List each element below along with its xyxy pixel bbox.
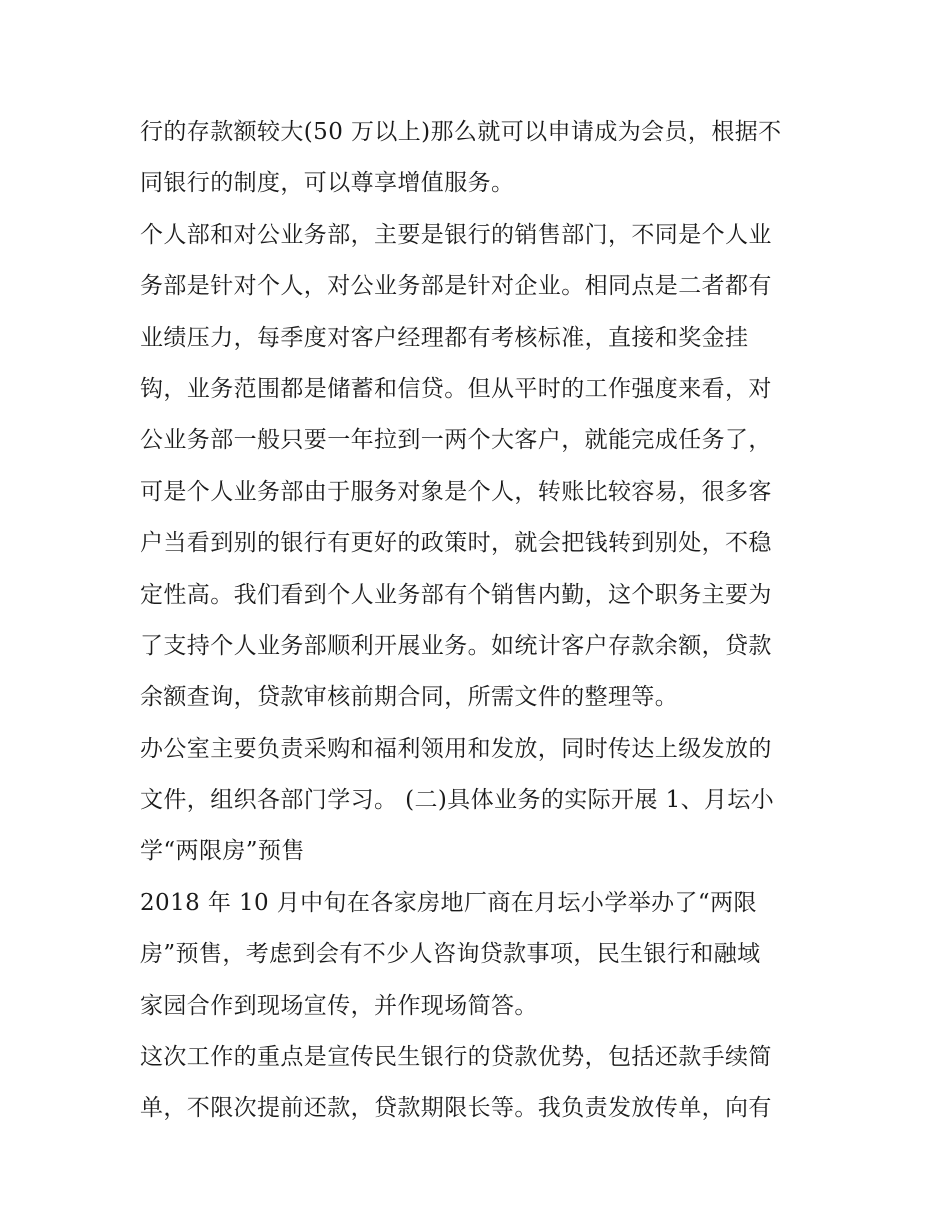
text-line-5: 业绩压力，每季度对客户经理都有考核标准，直接和奖金挂 [140, 324, 749, 351]
text-line-6: 钩，业务范围都是储蓄和信贷。但从平时的工作强度来看，对 [140, 375, 772, 402]
text-line-9: 户当看到别的银行有更好的政策时，就会把钱转到别处，不稳 [140, 530, 772, 557]
text-line-18: 家园合作到现场宣传，并作现场简答。 [140, 992, 538, 1019]
text-line-1: 行的存款额较大(50 万以上)那么就可以申请成为会员，根据不 [140, 119, 782, 145]
text-line-10: 定性高。我们看到个人业务部有个销售内勤，这个职务主要为 [140, 581, 772, 608]
text-line-14: 文件，组织各部门学习。 (二)具体业务的实际开展 1、月坛小 [140, 787, 775, 814]
document-body [140, 107, 816, 1135]
text-line-12: 余额查询，贷款审核前期合同，所需文件的整理等。 [140, 684, 679, 711]
text-line-15: 学“两限房”预售 [140, 838, 305, 865]
text-line-17: 房”预售，考虑到会有不少人咨询贷款事项，民生银行和融域 [140, 941, 761, 968]
text-line-2: 同银行的制度，可以尊享增值服务。 [140, 170, 515, 197]
text-line-3: 个人部和对公业务部，主要是银行的销售部门，不同是个人业 [140, 221, 772, 248]
text-line-20: 单，不限次提前还款，贷款期限长等。我负责发放传单，向有 [140, 1095, 772, 1122]
text-line-8: 可是个人业务部由于服务对象是个人，转账比较容易，很多客 [140, 478, 772, 505]
text-line-16: 2018 年 10 月中旬在各家房地厂商在月坛小学举办了“两限 [140, 889, 757, 916]
text-line-11: 了支持个人业务部顺利开展业务。如统计客户存款余额，贷款 [140, 632, 772, 659]
text-line-19: 这次工作的重点是宣传民生银行的贷款优势，包括还款手续简 [140, 1044, 772, 1071]
text-line-7: 公业务部一般只要一年拉到一两个大客户，就能完成任务了， [140, 427, 772, 454]
text-line-4: 务部是针对个人，对公业务部是针对企业。相同点是二者都有 [140, 273, 772, 300]
text-line-13: 办公室主要负责采购和福利领用和发放，同时传达上级发放的 [140, 735, 772, 762]
